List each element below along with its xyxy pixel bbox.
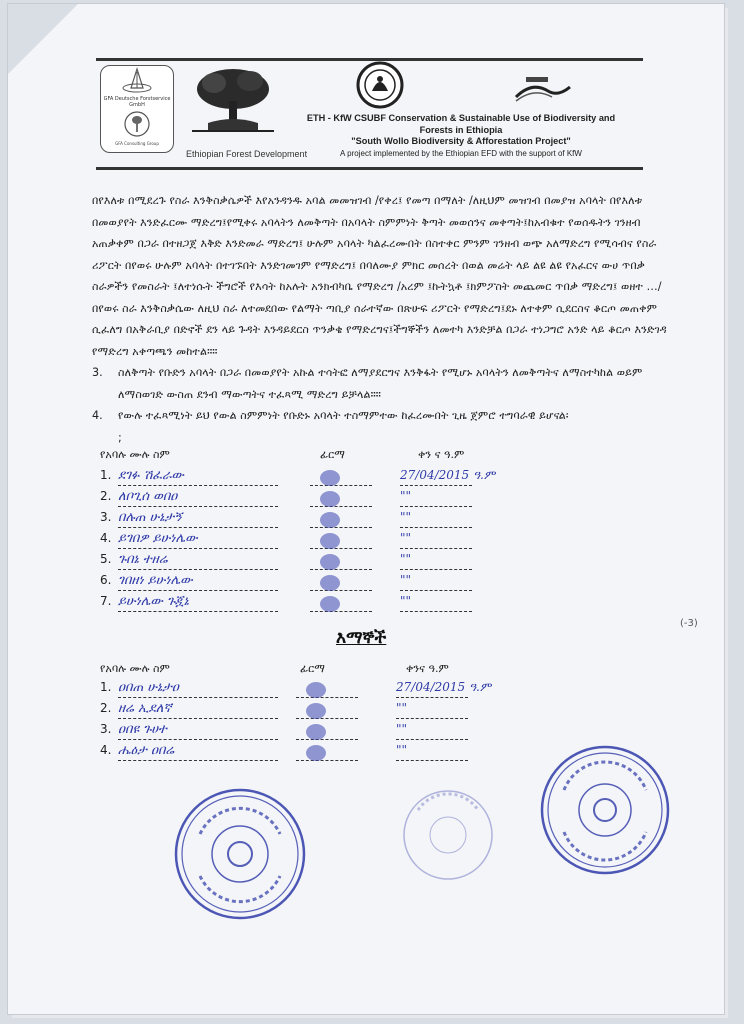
member-name-header: የአባሉ ሙሉ ስም [100,448,170,461]
member-row [100,531,540,551]
member-row-number: 6. [100,573,112,587]
faint-stamp-center [398,770,498,900]
fingerprint-icon [296,743,336,763]
member-row-number: 3. [100,510,112,524]
member-handwritten-name: ጉበኔ ተዘሬ [118,552,168,567]
member-handwritten-name: ደገፉ ሽፈራው [118,468,184,483]
witness-handwritten-name: ሔዕታ ዐበሬ [118,743,175,758]
member-handwritten-name: ገበዘነ ይሁነሌው [118,573,193,588]
member-date-value: "" [400,573,412,587]
witness-signature-field [296,743,358,761]
gfa-logo [100,65,174,153]
witness-date-field [396,722,468,740]
member-date-field [400,489,472,507]
member-row-number: 1. [100,468,112,482]
member-name-field [118,573,278,591]
letterhead [96,58,643,170]
member-row [100,468,540,488]
fingerprint-icon [310,573,350,593]
witness-row [100,680,540,700]
gfa-logo-name: GFA Deutsche Forstservice GmbH [103,96,171,108]
clause-3-text: ስለቅጣት የቡድን አባላት በጋራ በመወያየት አኩል ተሳትፎ ለማያደርግና እንቅፋት የሚሆኑ አባላትን ለመቅጣትና ለማስተካከል ወይም ለማስወገድ ውስጠ ደንብ ማውጣትና ተፈጻሚ ማድረግ ይቻላል።። [118,366,643,401]
witness-date-field [396,680,492,698]
official-stamp-left [170,784,310,924]
witness-date-field [396,701,468,719]
member-signature-field [310,552,372,570]
member-name-field [118,489,278,507]
gfa-emblem-icon [101,66,173,96]
member-name-field [118,468,278,486]
member-row [100,573,540,593]
witnesses-title: እማኞች [336,628,387,648]
fingerprint-icon [296,701,336,721]
witness-row [100,743,540,763]
member-handwritten-name: ለቦጊሰ ወበዐ [118,489,178,504]
witness-signature-field [296,680,358,698]
member-name-field [118,594,278,612]
witness-date-header: ቀንና ዓ.ም [406,662,449,675]
member-handwritten-name: በሉጠ ሁኔታኝ [118,510,182,525]
member-row [100,489,540,509]
witness-date-value: "" [396,722,408,736]
agreement-paragraph: በየእለቱ በሚደረጉ የስራ እንቅስቃሴዎች እየአንዳንዱ አባል መመዝገብ /የቀረ፤ የመጣ በማለት /ለዚህም መዝገብ በመያዝ አባላት በየእለቱ በመወያየት እንድፈርሙ ማድረግ፤የሚቀሩ አባላትን ለመቅጣት በአባላት ስምምነት ቅጣት መወሰንና መቀጣት፤ከአብቁተ የወሰዱትን ገንዘብ አጠቃቀም በጋራ በተዘጋጀ እቅድ እንድመራ ማድረግ፤ ሁሉም አባላት ካልፈረሙበት በስተቀር ምንም ገንዘብ ወጭ አለማድረግ የሚሳብና የስራ ሪፖርት በየወሩ ሁሉም አባላት በተገኙበት እንድገመገም የማድረግ፤ በባለሙያ ምክር መሰረት በወል መሬት ላይ ልዩ ልዩ የአፈርና ውሀ ጥበቃ ስራዎችን የመስራት ፤ለተነሱት ችግሮች የእሳት ከአሉት አንክብካቤ የማድረግ /አረም ፤ኩትኳቶ ፤ክምፖስት መጨመር ጥበቃ ማድረግ፤ ወዘተ …/በየወሩ ስራ እንቅስቃሴው ለዚህ ስራ ለተመደበው የልማት ጣቢያ ሰራተኛው በጽሁፍ ሪፖርት የማድረግ፤ደኑ ለተቀም ሲደርስና ቆርጦ መጠቀም ሲፈለግ በአቅራቢያ በድኖች ደን ላይ ጉዳት እንዳይደርስ ጥንቃቄ የማድረግና፤ችግኞችን ለመተካ እንድቻል በጋራ ተነጋግሮ አንድ ላይ ቆርጦ እንድገዳ የማድረግ አቀጣጫን መከተል።። [92,194,667,358]
round-emblem-icon [356,61,404,109]
clause-4 [92,405,672,427]
member-date-value: "" [400,594,412,608]
member-signature-table [100,448,580,608]
tree-badge-icon [121,110,153,138]
efd-caption: Ethiopian Forest Development [186,149,308,159]
project-title-line-2: Forests in Ethiopia [419,124,503,135]
efd-tree-logo-icon [188,65,278,137]
witness-handwritten-name: ዐበዩ ጉሀተ [118,722,167,737]
member-row [100,510,540,530]
witness-date-value: "" [396,743,408,757]
member-signature-field [310,510,372,528]
member-date-value: "" [400,510,412,524]
member-signature-field [310,531,372,549]
clause-3-number: 3. [92,366,103,379]
member-date-header: ቀን ና ዓ.ም [418,448,465,461]
project-title-line-3: "South Wollo Biodiversity & Afforestation Project" [351,136,571,146]
witness-name-header: የአባሉ ሙሉ ስም [100,662,170,675]
member-date-field [400,552,472,570]
witness-row [100,722,540,742]
agreement-body [92,190,672,448]
member-handwritten-name: ይሁነሌው ጉጇኔ [118,594,189,609]
member-date-value: "" [400,552,412,566]
fingerprint-icon [296,680,336,700]
member-signature-field [310,468,372,486]
member-date-field [400,468,496,486]
fingerprint-icon [296,722,336,742]
witness-name-field [118,743,278,761]
member-date-value: "" [400,489,412,503]
member-date-value: "" [400,531,412,545]
member-row-number: 2. [100,489,112,503]
member-handwritten-name: ይገበዎ ይሁነሌው [118,531,198,546]
clause-4-number: 4. [92,409,103,422]
member-row [100,594,540,614]
fingerprint-icon [310,531,350,551]
member-date-value: 27/04/2015 ዓ.ም [400,468,496,482]
member-signature-field [310,594,372,612]
member-row [100,552,540,572]
member-name-field [118,510,278,528]
witness-name-field [118,701,278,719]
fingerprint-icon [310,594,350,614]
member-date-field [400,510,472,528]
member-name-field [118,552,278,570]
member-row-number: 4. [100,531,112,545]
witness-row-number: 4. [100,743,112,757]
clause-3 [92,362,672,405]
member-date-field [400,531,472,549]
witness-handwritten-name: ዘሬ ኢደለኛ [118,701,172,716]
witness-name-field [118,722,278,740]
fingerprint-icon [310,510,350,530]
witness-row-number: 3. [100,722,112,736]
witness-signature-field [296,701,358,719]
witness-date-value: "" [396,701,408,715]
official-stamp-right [536,740,674,880]
member-sign-header: ፊርማ [320,448,345,461]
witness-row-number: 1. [100,680,112,694]
member-date-field [400,594,472,612]
folded-corner [8,4,78,74]
project-implementation-note: A project implemented by the Ethiopian EFD with the support of KfW [340,148,582,158]
witness-row [100,701,540,721]
kfw-logo-icon [512,75,574,105]
witness-signature-table [100,662,580,762]
page-mark: (-3) [680,618,698,629]
witness-date-field [396,743,468,761]
witness-date-value: 27/04/2015 ዓ.ም [396,680,492,694]
member-row-number: 5. [100,552,112,566]
clause-4-tail: ; [118,430,122,444]
member-date-field [400,573,472,591]
project-title-line-1: ETH - KfW CSUBF Conservation & Sustainable Use of Biodiversity and [306,113,616,123]
gfa-logo-subtitle: GFA Consulting Group [115,141,159,146]
witness-row-number: 2. [100,701,112,715]
fingerprint-icon [310,468,350,488]
member-name-field [118,531,278,549]
member-row-number: 7. [100,594,112,608]
member-signature-field [310,573,372,591]
clause-4-text: የውሉ ተፈጻሚነት ይህ የውል ስምምነት የቡድኑ አባላት ተስማምተው ከፈረሙበት ጊዜ ጀምሮ ተግባራዊ ይሆናል፡ [118,409,569,422]
witness-sign-header: ፊርማ [300,662,325,675]
fingerprint-icon [310,552,350,572]
member-signature-field [310,489,372,507]
witness-handwritten-name: ዐበጠ ሁኔታዐ [118,680,179,695]
witness-signature-field [296,722,358,740]
witness-name-field [118,680,278,698]
project-title-block [286,113,636,159]
fingerprint-icon [310,489,350,509]
